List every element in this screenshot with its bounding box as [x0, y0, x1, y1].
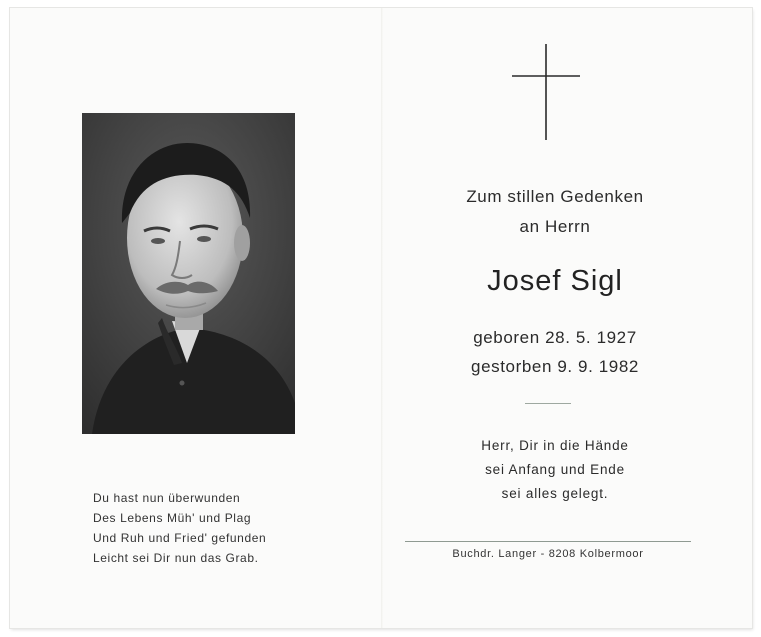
memorial-subheading: an Herrn	[519, 217, 591, 236]
prayer-line: sei alles gelegt.	[501, 486, 609, 501]
prayer-verse	[400, 434, 710, 506]
cross-icon	[511, 43, 581, 148]
life-dates	[400, 323, 710, 381]
portrait-photo	[82, 113, 295, 434]
death-date: gestorben 9. 9. 1982	[471, 357, 639, 376]
memorial-heading: Zum stillen Gedenken	[466, 187, 644, 206]
left-verse-line: Leicht sei Dir nun das Grab.	[93, 551, 259, 565]
left-verse-line: Des Lebens Müh' und Plag	[93, 511, 252, 525]
left-verse-line: Und Ruh und Fried' gefunden	[93, 531, 267, 545]
deceased-name: Josef Sigl	[487, 265, 623, 297]
printer-imprint: Buchdr. Langer - 8208 Kolbermoor	[452, 548, 644, 560]
prayer-line: sei Anfang und Ende	[485, 462, 625, 477]
card-fold	[381, 8, 383, 628]
footer-divider	[405, 541, 691, 542]
left-verse-line: Du hast nun überwunden	[93, 491, 241, 505]
prayer-line: Herr, Dir in die Hände	[481, 438, 629, 453]
birth-date: geboren 28. 5. 1927	[473, 328, 637, 347]
divider	[525, 403, 571, 404]
left-verse	[93, 488, 323, 568]
